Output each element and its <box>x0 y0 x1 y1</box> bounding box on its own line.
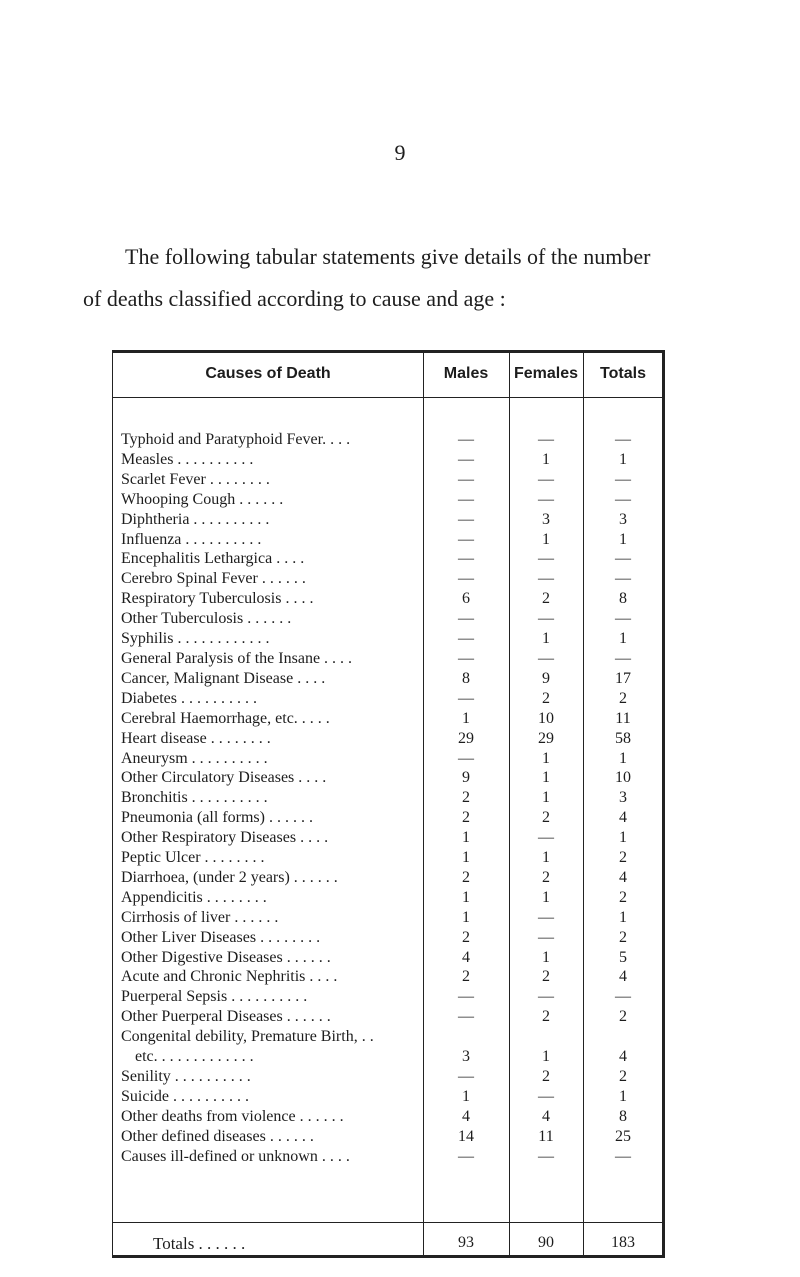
cause-cell <box>121 967 415 987</box>
intro-line-1: The following tabular statements give details of the number <box>125 244 651 269</box>
cause-label-continued: etc. . . . . . . . . . . . . <box>135 1048 254 1066</box>
totals-cell: 3 <box>619 789 627 807</box>
cause-label: Other deaths from violence . . . . . . <box>121 1107 344 1125</box>
males-cell: — <box>458 470 474 488</box>
females-cell: 1 <box>542 1048 550 1066</box>
table-row <box>113 808 662 828</box>
totals-cell: 2 <box>619 1068 627 1086</box>
females-cell: — <box>538 431 554 448</box>
males-cell: — <box>458 431 474 448</box>
males-cell: 2 <box>462 809 470 827</box>
females-cell: 1 <box>542 789 550 807</box>
females-cell: 1 <box>542 888 550 906</box>
males-cell: — <box>458 530 474 548</box>
page-number: 9 <box>394 140 406 165</box>
males-cell: — <box>458 550 474 568</box>
table-row <box>113 1127 662 1147</box>
totals-cell: 4 <box>619 1048 627 1066</box>
cause-label: Diarrhoea, (under 2 years) . . . . . . <box>121 868 338 886</box>
cause-cell <box>121 609 415 629</box>
table-body <box>113 430 662 1167</box>
cause-label: Diphtheria . . . . . . . . . . <box>121 510 270 528</box>
cause-label: Appendicitis . . . . . . . . <box>121 888 267 906</box>
totals-cell: — <box>615 649 631 667</box>
females-cell: 1 <box>542 769 550 787</box>
cause-label: Peptic Ulcer . . . . . . . . <box>121 849 265 867</box>
table-row <box>113 649 662 669</box>
males-cell: 1 <box>462 829 470 847</box>
cause-cell <box>121 729 415 749</box>
females-cell: 2 <box>542 689 550 707</box>
males-cell: 2 <box>462 928 470 946</box>
totals-males: 93 <box>458 1234 474 1251</box>
totals-cell: 17 <box>615 669 631 687</box>
totals-cell: — <box>615 570 631 588</box>
females-cell: — <box>538 908 554 926</box>
header-females: Females <box>513 365 579 382</box>
males-cell: 1 <box>462 849 470 867</box>
totals-cell: 2 <box>619 689 627 707</box>
females-cell: 4 <box>542 1107 550 1125</box>
males-cell: 1 <box>462 709 470 727</box>
cause-label: Causes ill-defined or unknown . . . . <box>121 1147 350 1165</box>
cause-label: Measles . . . . . . . . . . <box>121 450 254 468</box>
cause-label: Other Liver Diseases . . . . . . . . <box>121 928 321 946</box>
females-cell: — <box>538 649 554 667</box>
cause-cell <box>121 569 415 589</box>
males-cell: 29 <box>458 729 474 747</box>
table-row <box>113 609 662 629</box>
cause-cell <box>121 868 415 888</box>
males-cell: — <box>458 749 474 767</box>
cause-label: Cancer, Malignant Disease . . . . <box>121 669 326 687</box>
totals-cell: 1 <box>619 530 627 548</box>
table-row <box>113 729 662 749</box>
males-cell: 2 <box>462 968 470 986</box>
table-row <box>113 768 662 788</box>
females-cell: 2 <box>542 1008 550 1026</box>
females-cell: 1 <box>542 849 550 867</box>
cause-label: Puerperal Sepsis . . . . . . . . . . <box>121 988 308 1006</box>
cause-cell <box>121 1107 415 1127</box>
cause-label: Respiratory Tuberculosis . . . . <box>121 590 314 608</box>
totals-cell: 58 <box>615 729 631 747</box>
females-cell: — <box>538 550 554 568</box>
totals-all: 183 <box>611 1234 635 1251</box>
females-cell: — <box>538 1147 554 1165</box>
table-row <box>113 928 662 948</box>
totals-cell: 1 <box>619 1087 627 1105</box>
females-cell: 29 <box>538 729 554 747</box>
table-row <box>113 1027 662 1067</box>
totals-cell: — <box>615 431 631 448</box>
table-row <box>113 470 662 490</box>
females-cell: — <box>538 829 554 847</box>
totals-cell: 11 <box>615 709 631 727</box>
cause-label: Pneumonia (all forms) . . . . . . <box>121 809 313 827</box>
males-cell: — <box>458 610 474 628</box>
cause-label: Acute and Chronic Nephritis . . . . <box>121 968 338 986</box>
females-cell: 2 <box>542 968 550 986</box>
females-cell: 2 <box>542 590 550 608</box>
cause-cell <box>121 709 415 729</box>
females-cell: 1 <box>542 948 550 966</box>
cause-label: Influenza . . . . . . . . . . <box>121 530 262 548</box>
table-row <box>113 589 662 609</box>
males-cell: 8 <box>462 669 470 687</box>
table-row <box>113 987 662 1007</box>
males-cell: — <box>458 490 474 508</box>
females-cell: 2 <box>542 809 550 827</box>
cause-cell <box>121 649 415 669</box>
totals-cell: 5 <box>619 948 627 966</box>
cause-label: Other Respiratory Diseases . . . . <box>121 829 329 847</box>
totals-cell: 8 <box>619 1107 627 1125</box>
cause-cell <box>121 470 415 490</box>
cause-label: Bronchitis . . . . . . . . . . <box>121 789 268 807</box>
cause-cell <box>121 987 415 1007</box>
cause-label: Scarlet Fever . . . . . . . . <box>121 470 270 488</box>
males-cell: 2 <box>462 789 470 807</box>
table-row <box>113 689 662 709</box>
cause-cell <box>121 1027 415 1067</box>
females-cell: — <box>538 490 554 508</box>
totals-cell: 4 <box>619 968 627 986</box>
cause-label: Cirrhosis of liver . . . . . . <box>121 908 279 926</box>
table-row <box>113 948 662 968</box>
totals-cell: 4 <box>619 868 627 886</box>
females-cell: 2 <box>542 868 550 886</box>
males-cell: — <box>458 1008 474 1026</box>
table-row <box>113 709 662 729</box>
totals-label: Totals . . . . . . <box>153 1234 246 1253</box>
cause-label: Cerebral Haemorrhage, etc. . . . . <box>121 709 330 727</box>
males-cell: — <box>458 649 474 667</box>
cause-label: Suicide . . . . . . . . . . <box>121 1087 249 1105</box>
females-cell: — <box>538 570 554 588</box>
cause-label: Aneurysm . . . . . . . . . . <box>121 749 268 767</box>
totals-cell: — <box>615 988 631 1006</box>
cause-label: Other Digestive Diseases . . . . . . <box>121 948 331 966</box>
totals-cell: 1 <box>619 908 627 926</box>
males-cell: — <box>458 1147 474 1165</box>
totals-cell: — <box>615 550 631 568</box>
totals-cell: 1 <box>619 630 627 648</box>
cause-label: Other Circulatory Diseases . . . . <box>121 769 327 787</box>
cause-cell <box>121 510 415 530</box>
cause-cell <box>121 788 415 808</box>
females-cell: 1 <box>542 530 550 548</box>
cause-label: Other Tuberculosis . . . . . . <box>121 610 292 628</box>
cause-cell <box>121 948 415 968</box>
cause-label: Diabetes . . . . . . . . . . <box>121 689 257 707</box>
females-cell: — <box>538 470 554 488</box>
females-cell: 2 <box>542 1068 550 1086</box>
males-cell: — <box>458 689 474 707</box>
table-row <box>113 828 662 848</box>
cause-cell <box>121 928 415 948</box>
females-cell: 11 <box>538 1127 554 1145</box>
cause-cell <box>121 450 415 470</box>
males-cell: — <box>458 570 474 588</box>
totals-cell: 2 <box>619 849 627 867</box>
table-row <box>113 510 662 530</box>
table-row <box>113 1087 662 1107</box>
females-cell: — <box>538 988 554 1006</box>
cause-cell <box>121 848 415 868</box>
totals-cell: 3 <box>619 510 627 528</box>
males-cell: 3 <box>462 1048 470 1066</box>
totals-cell: — <box>615 490 631 508</box>
cause-label: Cerebro Spinal Fever . . . . . . <box>121 570 306 588</box>
cause-label: Other defined diseases . . . . . . <box>121 1127 314 1145</box>
totals-cell: 10 <box>615 769 631 787</box>
males-cell: 14 <box>458 1127 474 1145</box>
cause-label: Encephalitis Lethargica . . . . <box>121 550 305 568</box>
table-row <box>113 908 662 928</box>
totals-cell: 1 <box>619 749 627 767</box>
cause-label: Syphilis . . . . . . . . . . . . <box>121 630 270 648</box>
cause-label: Heart disease . . . . . . . . <box>121 729 271 747</box>
cause-cell <box>121 669 415 689</box>
females-cell: 1 <box>542 630 550 648</box>
table-row <box>113 888 662 908</box>
table-row <box>113 430 662 450</box>
cause-cell <box>121 749 415 769</box>
table-row <box>113 549 662 569</box>
totals-cell: 2 <box>619 1008 627 1026</box>
cause-cell <box>121 808 415 828</box>
males-cell: — <box>458 630 474 648</box>
males-cell: 1 <box>462 1087 470 1105</box>
cause-cell <box>121 828 415 848</box>
table-row <box>113 1067 662 1087</box>
table-row <box>113 868 662 888</box>
table-row <box>113 490 662 510</box>
cause-cell <box>121 908 415 928</box>
totals-cell: 8 <box>619 590 627 608</box>
totals-cell: 4 <box>619 809 627 827</box>
table-row <box>113 450 662 470</box>
cause-cell <box>121 1067 415 1087</box>
deaths-by-cause-table <box>112 350 665 1258</box>
males-cell: 4 <box>462 948 470 966</box>
males-cell: 4 <box>462 1107 470 1125</box>
header-totals: Totals <box>600 365 646 382</box>
males-cell: — <box>458 1068 474 1086</box>
totals-cell: — <box>615 470 631 488</box>
females-cell: — <box>538 610 554 628</box>
cause-cell <box>121 1087 415 1107</box>
females-cell: 9 <box>542 669 550 687</box>
cause-cell <box>121 629 415 649</box>
cause-label: Other Puerperal Diseases . . . . . . <box>121 1008 331 1026</box>
males-cell: 1 <box>462 908 470 926</box>
males-cell: — <box>458 988 474 1006</box>
cause-cell <box>121 589 415 609</box>
table-row <box>113 1147 662 1167</box>
cause-cell <box>121 888 415 908</box>
males-cell: 2 <box>462 868 470 886</box>
header-rule <box>113 397 662 398</box>
females-cell: 10 <box>538 709 554 727</box>
cause-label: Typhoid and Paratyphoid Fever. . . . <box>121 431 351 448</box>
cause-cell <box>121 1127 415 1147</box>
females-cell: — <box>538 1087 554 1105</box>
totals-rule <box>113 1222 662 1223</box>
table-row <box>113 569 662 589</box>
cause-cell <box>121 1147 415 1167</box>
totals-cell: 2 <box>619 928 627 946</box>
females-cell: 3 <box>542 510 550 528</box>
table-row <box>113 1007 662 1027</box>
table-row <box>113 967 662 987</box>
totals-females: 90 <box>538 1234 554 1251</box>
males-cell: — <box>458 510 474 528</box>
females-cell: — <box>538 928 554 946</box>
cause-cell <box>121 689 415 709</box>
cause-cell <box>121 1007 415 1027</box>
table-row <box>113 669 662 689</box>
table-row <box>113 530 662 550</box>
cause-label: Senility . . . . . . . . . . <box>121 1068 251 1086</box>
totals-cell: — <box>615 610 631 628</box>
cause-label: General Paralysis of the Insane . . . . <box>121 649 353 667</box>
totals-cell: 1 <box>619 450 627 468</box>
intro-line-2: of deaths classified according to cause and age : <box>83 286 506 311</box>
males-cell: 9 <box>462 769 470 787</box>
cause-label: Whooping Cough . . . . . . <box>121 490 284 508</box>
totals-cell: 2 <box>619 888 627 906</box>
cause-cell <box>121 549 415 569</box>
males-cell: — <box>458 450 474 468</box>
cause-cell <box>121 530 415 550</box>
cause-cell <box>121 430 415 450</box>
table-row <box>113 749 662 769</box>
totals-cell: — <box>615 1147 631 1165</box>
table-row <box>113 629 662 649</box>
cause-cell <box>121 490 415 510</box>
cause-cell <box>121 768 415 788</box>
females-cell: 1 <box>542 749 550 767</box>
table-row <box>113 848 662 868</box>
males-cell: 6 <box>462 590 470 608</box>
table-row <box>113 788 662 808</box>
males-cell: 1 <box>462 888 470 906</box>
totals-cell: 25 <box>615 1127 631 1145</box>
header-males: Males <box>443 365 489 382</box>
table-row <box>113 1107 662 1127</box>
header-causes: Causes of Death <box>205 365 331 382</box>
females-cell: 1 <box>542 450 550 468</box>
totals-cell: 1 <box>619 829 627 847</box>
cause-label: Congenital debility, Premature Birth, . . <box>121 1028 374 1046</box>
